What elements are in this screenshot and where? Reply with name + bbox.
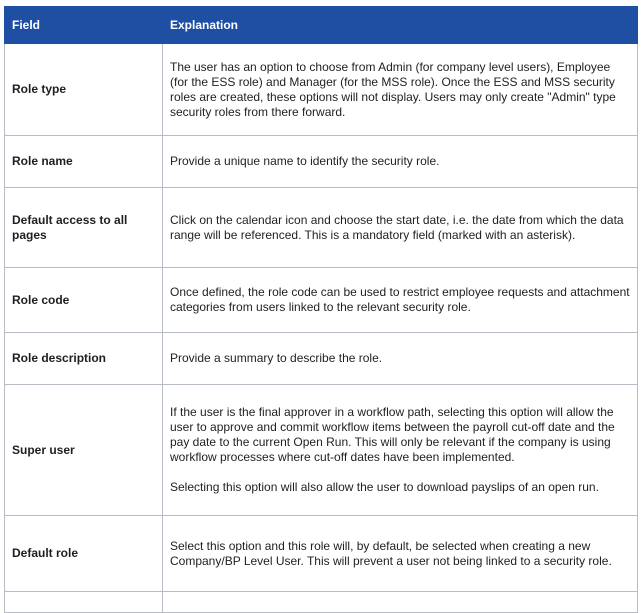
field-cell-empty bbox=[5, 592, 163, 613]
table-row-super-user bbox=[5, 385, 638, 516]
explanation-cell-empty bbox=[163, 592, 638, 613]
explanation-text: The user has an option to choose from Admin (for company level users), Employee (for the ESS role) and Manager (for the MSS role). Once the ESS and MSS security roles are created, these options will not display. Users may only create "Admin" type security roles from there forward. bbox=[170, 59, 616, 119]
field-cell: Default access to all pages bbox=[5, 188, 163, 268]
explanation-text: Select this option and this role will, by default, be selected when creating a new Company/BP Level User. This will prevent a user not being linked to a security role. bbox=[170, 538, 612, 568]
table-header-row bbox=[5, 7, 638, 44]
table-row-default-role bbox=[5, 516, 638, 592]
field-column-header: Field bbox=[5, 7, 163, 44]
table-row-default-access bbox=[5, 188, 638, 268]
explanation-text: Selecting this option will also allow the user to download payslips of an open run. bbox=[170, 480, 599, 494]
explanation-text: Once defined, the role code can be used to restrict employee requests and attachment categories from users linked to the relevant security role. bbox=[170, 285, 630, 314]
explanation-cell bbox=[163, 516, 638, 592]
explanation-cell bbox=[163, 333, 638, 385]
table-row-role-name bbox=[5, 136, 638, 188]
table-row-continued bbox=[5, 592, 638, 613]
explanation-cell bbox=[163, 188, 638, 268]
field-explanation-table bbox=[4, 6, 638, 613]
explanation-column-header: Explanation bbox=[163, 7, 638, 44]
explanation-cell bbox=[163, 44, 638, 136]
field-cell: Default role bbox=[5, 516, 163, 592]
field-cell: Role code bbox=[5, 268, 163, 333]
field-cell: Role type bbox=[5, 44, 163, 136]
table-row-role-description bbox=[5, 333, 638, 385]
table-row-role-code bbox=[5, 268, 638, 333]
explanation-cell bbox=[163, 385, 638, 516]
explanation-cell bbox=[163, 268, 638, 333]
explanation-text: Click on the calendar icon and choose the start date, i.e. the date from which the data range will be referenced. This is a mandatory field (marked with an asterisk). bbox=[170, 212, 624, 242]
explanation-text: If the user is the final approver in a workflow path, selecting this option will allow the user to approve and commit workflow items between the payroll cut-off date and the pay date to the current Open Run. This will only be relevant if the company is using workflow processes where cut-off dates have been implemented. bbox=[170, 405, 615, 464]
field-cell: Role name bbox=[5, 136, 163, 188]
field-cell: Super user bbox=[5, 385, 163, 516]
explanation-text: Provide a unique name to identify the security role. bbox=[170, 154, 440, 168]
explanation-cell bbox=[163, 136, 638, 188]
explanation-text: Provide a summary to describe the role. bbox=[170, 351, 383, 365]
table-row-role-type bbox=[5, 44, 638, 136]
field-cell: Role description bbox=[5, 333, 163, 385]
